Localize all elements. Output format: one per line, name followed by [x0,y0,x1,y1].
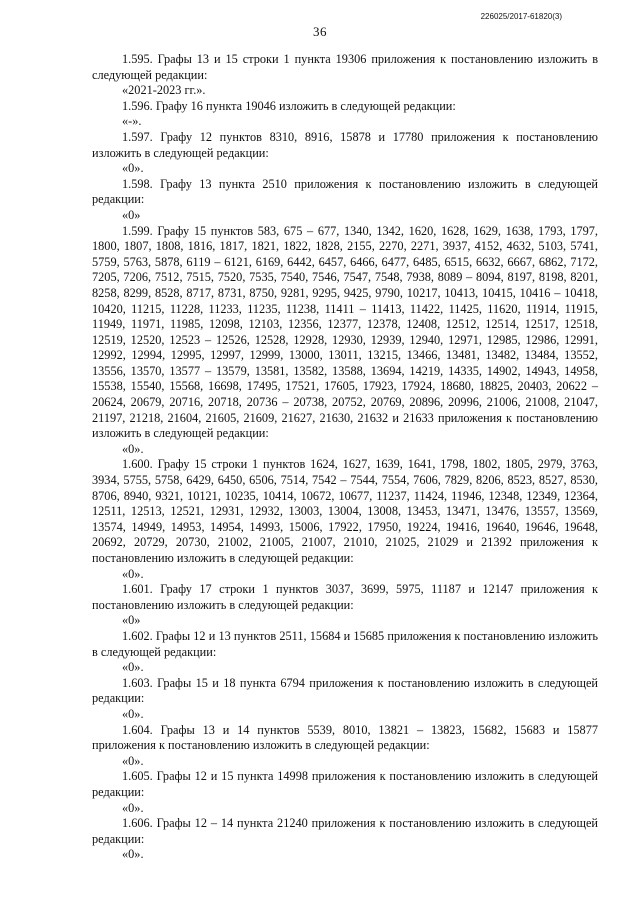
paragraph-1606: 1.606. Графы 12 – 14 пункта 21240 приложения к постановлению изложить в следующей редакции: [92,816,598,846]
paragraph-1599: 1.599. Графу 15 пунктов 583, 675 – 677, 1340, 1342, 1620, 1628, 1629, 1638, 1793, 1797, 1800, 1807, 1808, 1816, 1817, 1821, 1822, 1828, 2155, 2270, 2271, 3937, 4152, 4632, 5103, 5741, 5759, 5763, 5878, 6119 – 6121, 6169, 6442, 6457, 6466, 6477, 6485, 6515, 6632, 6667, 6862, 7172, 7205, 7206, 7512, 7515, 7520, 7535, 7540, 7546, 7547, 7548, 7938, 8089 – 8094, 8197, 8198, 8201, 8258, 8299, 8528, 8717, 8731, 8750, 9281, 9295, 9425, 9790, 10217, 10413, 10415, 10416 – 10418, 10420, 11215, 11228, 11233, 11235, 11238, 11411 – 11413, 11422, 11425, 11620, 11914, 11915, 11949, 11971, 11985, 12098, 12103, 12356, 12377, 12378, 12408, 12512, 12514, 12517, 12518, 12519, 12520, 12523 – 12526, 12528, 12928, 12930, 12939, 12940, 12971, 12985, 12986, 12991, 12992, 12994, 12995, 12997, 12999, 13000, 13011, 13215, 13466, 13481, 13482, 13484, 13552, 13556, 13570, 13577 – 13579, 13581, 13582, 13588, 13694, 14219, 14335, 14902, 14943, 14958, 15538, 15540, 15568, 16698, 17495, 17521, 17605, 17923, 17924, 18680, 18825, 20403, 20622 – 20624, 20679, 20716, 20718, 20736 – 20738, 20752, 20769, 20896, 20996, 21006, 21008, 21047, 21197, 21218, 21604, 21605, 21609, 21627, 21630, 21632 и 21633 приложения к постановлению изложить в следующей редакции: [92,223,598,441]
paragraph-1605-value: «0». [122,800,144,815]
paragraph-1596: 1.596. Графу 16 пункта 19046 изложить в следующей редакции: [122,98,456,113]
paragraph-1600-value: «0». [122,566,144,581]
paragraph-1603-value: «0». [122,706,144,721]
paragraph-1600: 1.600. Графу 15 строки 1 пунктов 1624, 1627, 1639, 1641, 1798, 1802, 1805, 2979, 3763, 3934, 5755, 5758, 6429, 6450, 6506, 7514, 7542 – 7544, 7554, 7606, 7829, 8206, 8523, 8527, 8530, 8706, 8940, 9321, 10121, 10235, 10414, 10672, 10677, 11237, 11424, 11946, 12348, 12349, 12364, 12511, 12513, 12521, 12931, 12932, 13003, 13004, 13008, 13453, 13471, 13476, 13557, 13569, 13574, 14949, 14953, 14954, 14993, 15006, 17922, 17950, 19224, 19416, 19640, 19646, 19648, 20692, 20729, 20730, 21002, 21005, 21007, 21010, 21025, 21029 и 21392 приложения к постановлению изложить в следующей редакции: [92,457,598,565]
paragraph-1598-value: «0» [122,207,141,222]
paragraph-1604-value: «0». [122,753,144,768]
paragraph-1595-value: «2021-2023 гг.». [122,83,206,98]
paragraph-1606-value: «0». [122,847,144,862]
paragraph-1604: 1.604. Графы 13 и 14 пунктов 5539, 8010, 13821 – 13823, 15682, 15683 и 15877 приложения к постановлению изложить в следующей редакции: [92,722,598,753]
paragraph-1601-value: «0» [122,613,141,628]
paragraph-1599-value: «0». [122,441,144,456]
document-body [92,52,598,863]
paragraph-1597-value: «0». [122,161,144,176]
paragraph-1602-value: «0». [122,660,144,675]
paragraph-1597: 1.597. Графу 12 пунктов 8310, 8916, 15878 и 17780 приложения к постановлению изложить в следующей редакции: [92,129,598,160]
paragraph-1598: 1.598. Графу 13 пункта 2510 приложения к постановлению изложить в следующей редакции: [92,176,598,207]
paragraph-1605: 1.605. Графы 12 и 15 пункта 14998 приложения к постановлению изложить в следующей редакции: [92,769,598,799]
document-code: 226025/2017-61820(3) [480,12,562,21]
paragraph-1596-value: «-». [122,114,142,129]
paragraph-1602: 1.602. Графы 12 и 13 пунктов 2511, 15684 и 15685 приложения к постановлению изложить в следующей редакции: [92,628,598,659]
paragraph-1595: 1.595. Графы 13 и 15 строки 1 пункта 19306 приложения к постановлению изложить в следующей редакции: [92,52,598,82]
paragraph-1601: 1.601. Графу 17 строки 1 пунктов 3037, 3699, 5975, 11187 и 12147 приложения к постановлению изложить в следующей редакции: [92,582,598,612]
page-number: 36 [313,24,327,39]
paragraph-1603: 1.603. Графы 15 и 18 пункта 6794 приложения к постановлению изложить в следующей редакции: [92,675,598,706]
